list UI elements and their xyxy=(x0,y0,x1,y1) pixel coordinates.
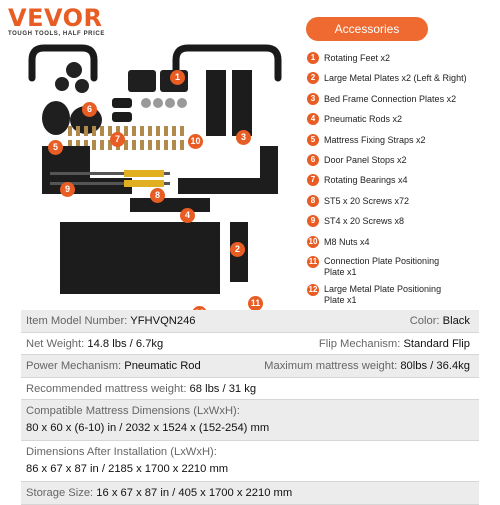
callout-badge: 8 xyxy=(150,188,165,203)
color-key: Color: xyxy=(409,315,440,327)
power-key: Power Mechanism: xyxy=(26,360,122,372)
callout-badge: 5 xyxy=(48,140,63,155)
item-number: 11 xyxy=(308,256,318,266)
bearing xyxy=(55,77,69,91)
storage-size-key: Storage Size: xyxy=(26,487,94,499)
spec-row xyxy=(21,441,479,482)
item-label: Bed Frame Connection Plates x2 xyxy=(324,93,457,104)
list-item xyxy=(307,134,497,146)
specifications-table xyxy=(21,310,479,505)
pneumatic-rod-label xyxy=(124,170,164,177)
item-number: 10 xyxy=(308,236,318,246)
list-item xyxy=(307,154,497,166)
callout-badge: 4 xyxy=(180,208,195,223)
callout-badge: 7 xyxy=(110,132,125,147)
item-number: 6 xyxy=(307,154,319,166)
item-label: Mattress Fixing Straps x2 xyxy=(324,134,426,145)
max-weight-value: 80lbs / 36.4kg xyxy=(400,360,470,372)
list-item xyxy=(307,195,497,207)
compatible-dimensions-value: 80 x 60 x (6-10) in / 2032 x 1524 x (152-254) mm xyxy=(26,422,270,434)
brand-logo xyxy=(8,6,105,37)
model-value: YFHVQN246 xyxy=(130,315,196,327)
list-item xyxy=(307,52,497,64)
item-label-line1: Large Metal Plate Positioning xyxy=(324,283,442,294)
callout-badge: 10 xyxy=(188,134,203,149)
m8-nuts xyxy=(141,98,187,108)
item-label-line2: Plate x1 xyxy=(324,266,357,277)
connection-plate xyxy=(206,70,226,136)
rotating-foot xyxy=(32,48,94,78)
door-panel-stop xyxy=(128,70,156,92)
max-weight-key: Maximum mattress weight: xyxy=(264,360,398,372)
item-label: M8 Nuts x4 xyxy=(324,236,370,247)
accessories-title: Accessories xyxy=(306,17,428,41)
list-item xyxy=(307,93,497,105)
power-value: Pneumatic Rod xyxy=(124,360,201,372)
item-number: 1 xyxy=(307,52,319,64)
item-label xyxy=(324,256,439,278)
flip-key: Flip Mechanism: xyxy=(318,337,401,350)
weight-key: Net Weight: xyxy=(26,337,85,350)
installed-dimensions-value: 86 x 67 x 87 in / 2185 x 1700 x 2210 mm xyxy=(26,463,229,475)
color-value: Black xyxy=(442,315,470,327)
bearing-block xyxy=(112,98,132,108)
model-key: Item Model Number: xyxy=(26,315,128,327)
recommended-weight-key: Recommended mattress weight: xyxy=(26,382,187,395)
bearing xyxy=(75,79,89,93)
item-label: Door Panel Stops x2 xyxy=(324,154,407,165)
callout-badge: 3 xyxy=(236,130,251,145)
item-label: Pneumatic Rods x2 xyxy=(324,114,403,125)
callout-badge: 9 xyxy=(60,182,75,197)
pneumatic-rod-label xyxy=(124,180,164,187)
spec-row xyxy=(21,310,479,333)
spec-row xyxy=(21,333,479,356)
weight-value: 14.8 lbs / 6.7kg xyxy=(87,337,164,350)
list-item xyxy=(307,256,497,278)
item-number: 4 xyxy=(307,113,319,125)
callout-badge: 1 xyxy=(170,70,185,85)
item-label: Rotating Feet x2 xyxy=(324,53,391,63)
rotating-foot xyxy=(176,48,278,78)
item-number: 3 xyxy=(307,93,319,105)
item-number: 8 xyxy=(307,195,319,207)
list-item xyxy=(307,284,497,306)
mattress-strap xyxy=(42,101,70,135)
compatible-dimensions-key: Compatible Mattress Dimensions (LxWxH): xyxy=(26,405,240,417)
item-number: 5 xyxy=(307,134,319,146)
positioning-plate-large xyxy=(60,222,220,294)
item-number: 7 xyxy=(307,174,319,186)
installed-dimensions-key: Dimensions After Installation (LxWxH): xyxy=(26,446,217,458)
item-label: ST5 x 20 Screws x72 xyxy=(324,195,410,206)
callout-badge: 2 xyxy=(230,242,245,257)
product-photo xyxy=(20,40,300,308)
spec-row xyxy=(21,400,479,441)
connection-plate xyxy=(232,70,252,136)
list-item xyxy=(307,113,497,125)
item-label-line2: Plate x1 xyxy=(324,294,357,305)
item-label: ST4 x 20 Screws x8 xyxy=(324,216,405,227)
bearing xyxy=(66,62,82,78)
storage-size-value: 16 x 67 x 87 in / 405 x 1700 x 2210 mm xyxy=(96,487,293,499)
callout-badge: 6 xyxy=(82,102,97,117)
item-number: 12 xyxy=(308,284,318,294)
brand-name: VEVOR xyxy=(8,4,103,32)
recommended-weight-value: 68 lbs / 31 kg xyxy=(189,382,257,395)
brand-tagline: TOUGH TOOLS, HALF PRICE xyxy=(8,31,105,37)
large-metal-plate xyxy=(178,146,278,194)
parts-illustration xyxy=(20,40,300,300)
accessories-list xyxy=(307,52,497,312)
item-number: 2 xyxy=(307,72,319,84)
item-number: 9 xyxy=(307,215,319,227)
spec-row xyxy=(21,355,479,378)
flip-value: Standard Flip xyxy=(403,337,470,350)
list-item xyxy=(307,236,497,248)
spec-row xyxy=(21,482,479,505)
item-label: Rotating Bearings x4 xyxy=(324,175,408,186)
spec-row xyxy=(21,378,479,401)
bearing-block xyxy=(112,112,132,122)
item-label: Large Metal Plates x2 (Left & Right) xyxy=(324,73,467,84)
item-label-line1: Connection Plate Positioning xyxy=(324,255,440,266)
list-item xyxy=(307,174,497,186)
list-item xyxy=(307,215,497,227)
callout-badge: 11 xyxy=(248,296,263,311)
list-item xyxy=(307,72,497,84)
item-label xyxy=(324,284,441,306)
